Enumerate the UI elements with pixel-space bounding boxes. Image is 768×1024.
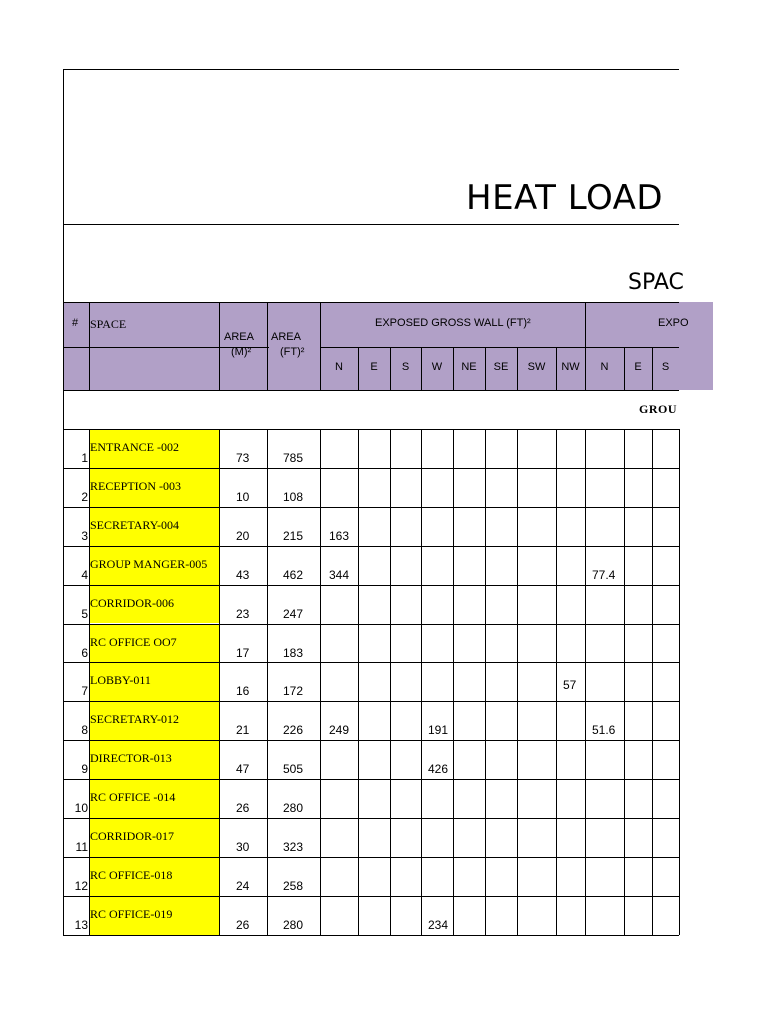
- space-name: CORRIDOR-017: [90, 829, 175, 843]
- area-m-value: 30: [236, 840, 250, 854]
- area-ft-value: 462: [283, 567, 304, 582]
- space-name: RC OFFICE -014: [90, 790, 176, 805]
- title-divider: [63, 224, 679, 225]
- row-border: [63, 701, 679, 702]
- space-name: RECEPTION -003: [90, 478, 181, 493]
- col-border: [517, 429, 518, 935]
- direction-label: N: [335, 361, 343, 373]
- area-m-value: 47: [236, 762, 250, 777]
- area-ft-value: 172: [283, 684, 304, 699]
- area-ft-value: 215: [283, 528, 304, 543]
- space-name: RC OFFICE-018: [90, 867, 173, 882]
- direction-label: NE: [461, 361, 477, 373]
- row-border: [63, 857, 679, 858]
- row-border: [63, 624, 679, 625]
- area-ft-value: 785: [283, 451, 304, 465]
- direction-label: NW: [561, 361, 580, 373]
- row-number: 7: [81, 684, 88, 699]
- header-space: SPACE: [90, 317, 127, 331]
- space-name: LOBBY-011: [90, 673, 151, 688]
- header-area-m-line1: AREA: [224, 331, 254, 343]
- area-m-value: 73: [236, 451, 250, 465]
- direction-label: SE: [493, 361, 509, 373]
- col-border: [652, 429, 653, 935]
- area-ft-value: 226: [283, 723, 304, 738]
- row-border: [63, 896, 679, 897]
- col-border: [390, 429, 391, 935]
- wall-w-value: 191: [428, 723, 449, 738]
- sheet-subtitle: SPAC: [628, 270, 684, 295]
- space-name: ENTRANCE -002: [90, 440, 179, 454]
- area-ft-value: 323: [283, 840, 304, 854]
- space-name: SECRETARY-004: [90, 517, 180, 532]
- col-border: [421, 429, 422, 935]
- area-m-value: 16: [236, 684, 250, 699]
- area-m-value: 10: [236, 489, 250, 504]
- header-col-border: [585, 302, 586, 390]
- col-border: [556, 429, 557, 935]
- row-border: [63, 546, 679, 547]
- row-number: 1: [81, 451, 88, 465]
- row-border: [63, 662, 679, 663]
- row-border: [63, 818, 679, 819]
- row-number: 9: [81, 762, 88, 777]
- header-area-m-line2: (M)²: [231, 346, 252, 358]
- space-name: DIRECTOR-013: [90, 751, 172, 766]
- header-top-border: [63, 302, 679, 303]
- header-col-border: [219, 302, 220, 390]
- direction-label: W: [431, 361, 443, 373]
- area-ft-value: 258: [283, 878, 304, 893]
- area-ft-value: 505: [283, 762, 304, 777]
- header-col-border: [320, 302, 321, 390]
- direction-label: S: [661, 361, 670, 373]
- space-name: RC OFFICE OO7: [90, 634, 177, 649]
- area-ft-value: 280: [283, 801, 304, 816]
- row-border: [63, 779, 679, 780]
- header-col-border: [267, 302, 268, 390]
- expo-n-value: 51.6: [592, 723, 616, 738]
- row-number: 10: [74, 801, 88, 816]
- row-number: 8: [81, 723, 88, 738]
- row-number: 6: [81, 645, 88, 660]
- col-border: [63, 429, 64, 935]
- direction-label: SW: [527, 361, 546, 373]
- area-m-value: 23: [236, 606, 250, 621]
- row-number: 4: [81, 567, 88, 582]
- direction-label: E: [634, 361, 642, 373]
- expo-n-value: 77.4: [592, 567, 616, 582]
- col-border: [358, 429, 359, 935]
- col-border: [585, 429, 586, 935]
- row-number: 13: [74, 917, 88, 932]
- space-name: GROUP MANGER-005: [90, 556, 208, 571]
- col-border: [267, 429, 268, 935]
- header-band: [64, 302, 713, 390]
- area-m-value: 43: [236, 567, 250, 582]
- area-m-value: 17: [236, 645, 250, 660]
- col-border: [320, 429, 321, 935]
- row-border: [63, 468, 679, 469]
- area-ft-value: 108: [283, 489, 304, 504]
- col-border: [453, 429, 454, 935]
- header-bottom-border: [63, 390, 679, 391]
- row-number: 3: [81, 528, 88, 543]
- header-exposed-wall: EXPOSED GROSS WALL (FT)²: [375, 317, 531, 329]
- space-name: SECRETARY-012: [90, 712, 180, 727]
- header-mid-border: [63, 347, 89, 348]
- row-number: 12: [74, 878, 88, 893]
- header-area-ft-line1: AREA: [271, 331, 301, 343]
- area-m-value: 26: [236, 917, 250, 932]
- header-expo: EXPO: [658, 317, 689, 329]
- wall-n-value: 344: [329, 567, 350, 582]
- header-area-ft-line2: (FT)²: [280, 346, 305, 358]
- row-number: 5: [81, 606, 88, 621]
- header-num: #: [72, 317, 79, 329]
- sheet-title: HEAT LOAD: [466, 178, 664, 218]
- space-name: RC OFFICE-019: [90, 906, 173, 921]
- area-m-value: 20: [236, 528, 250, 543]
- row-border: [63, 585, 679, 586]
- space-name: CORRIDOR-006: [90, 595, 175, 610]
- wall-n-value: 163: [329, 528, 350, 543]
- area-m-value: 24: [236, 878, 250, 893]
- row-border: [63, 740, 679, 741]
- direction-label: N: [600, 361, 609, 373]
- wall-n-value: 249: [329, 723, 350, 738]
- col-border: [624, 429, 625, 935]
- col-border: [485, 429, 486, 935]
- header-col-border: [89, 302, 90, 390]
- direction-label: S: [401, 361, 410, 373]
- area-ft-value: 280: [283, 917, 304, 932]
- wall-w-value: 234: [428, 917, 449, 932]
- row-border: [63, 507, 679, 508]
- area-m-value: 21: [236, 723, 250, 738]
- row-border: [63, 935, 679, 936]
- row-number: 11: [75, 840, 88, 854]
- area-ft-value: 247: [283, 606, 304, 621]
- header-mid-border: [320, 347, 679, 348]
- area-ft-value: 183: [283, 645, 304, 660]
- row-number: 2: [81, 489, 88, 504]
- col-border: [679, 429, 680, 935]
- section-bottom-border: [63, 429, 679, 430]
- wall-nw-value: 57: [563, 678, 577, 693]
- direction-label: E: [370, 361, 378, 373]
- col-border: [219, 429, 220, 935]
- wall-w-value: 426: [428, 762, 449, 777]
- section-label: GROU: [639, 402, 677, 416]
- area-m-value: 26: [236, 801, 250, 816]
